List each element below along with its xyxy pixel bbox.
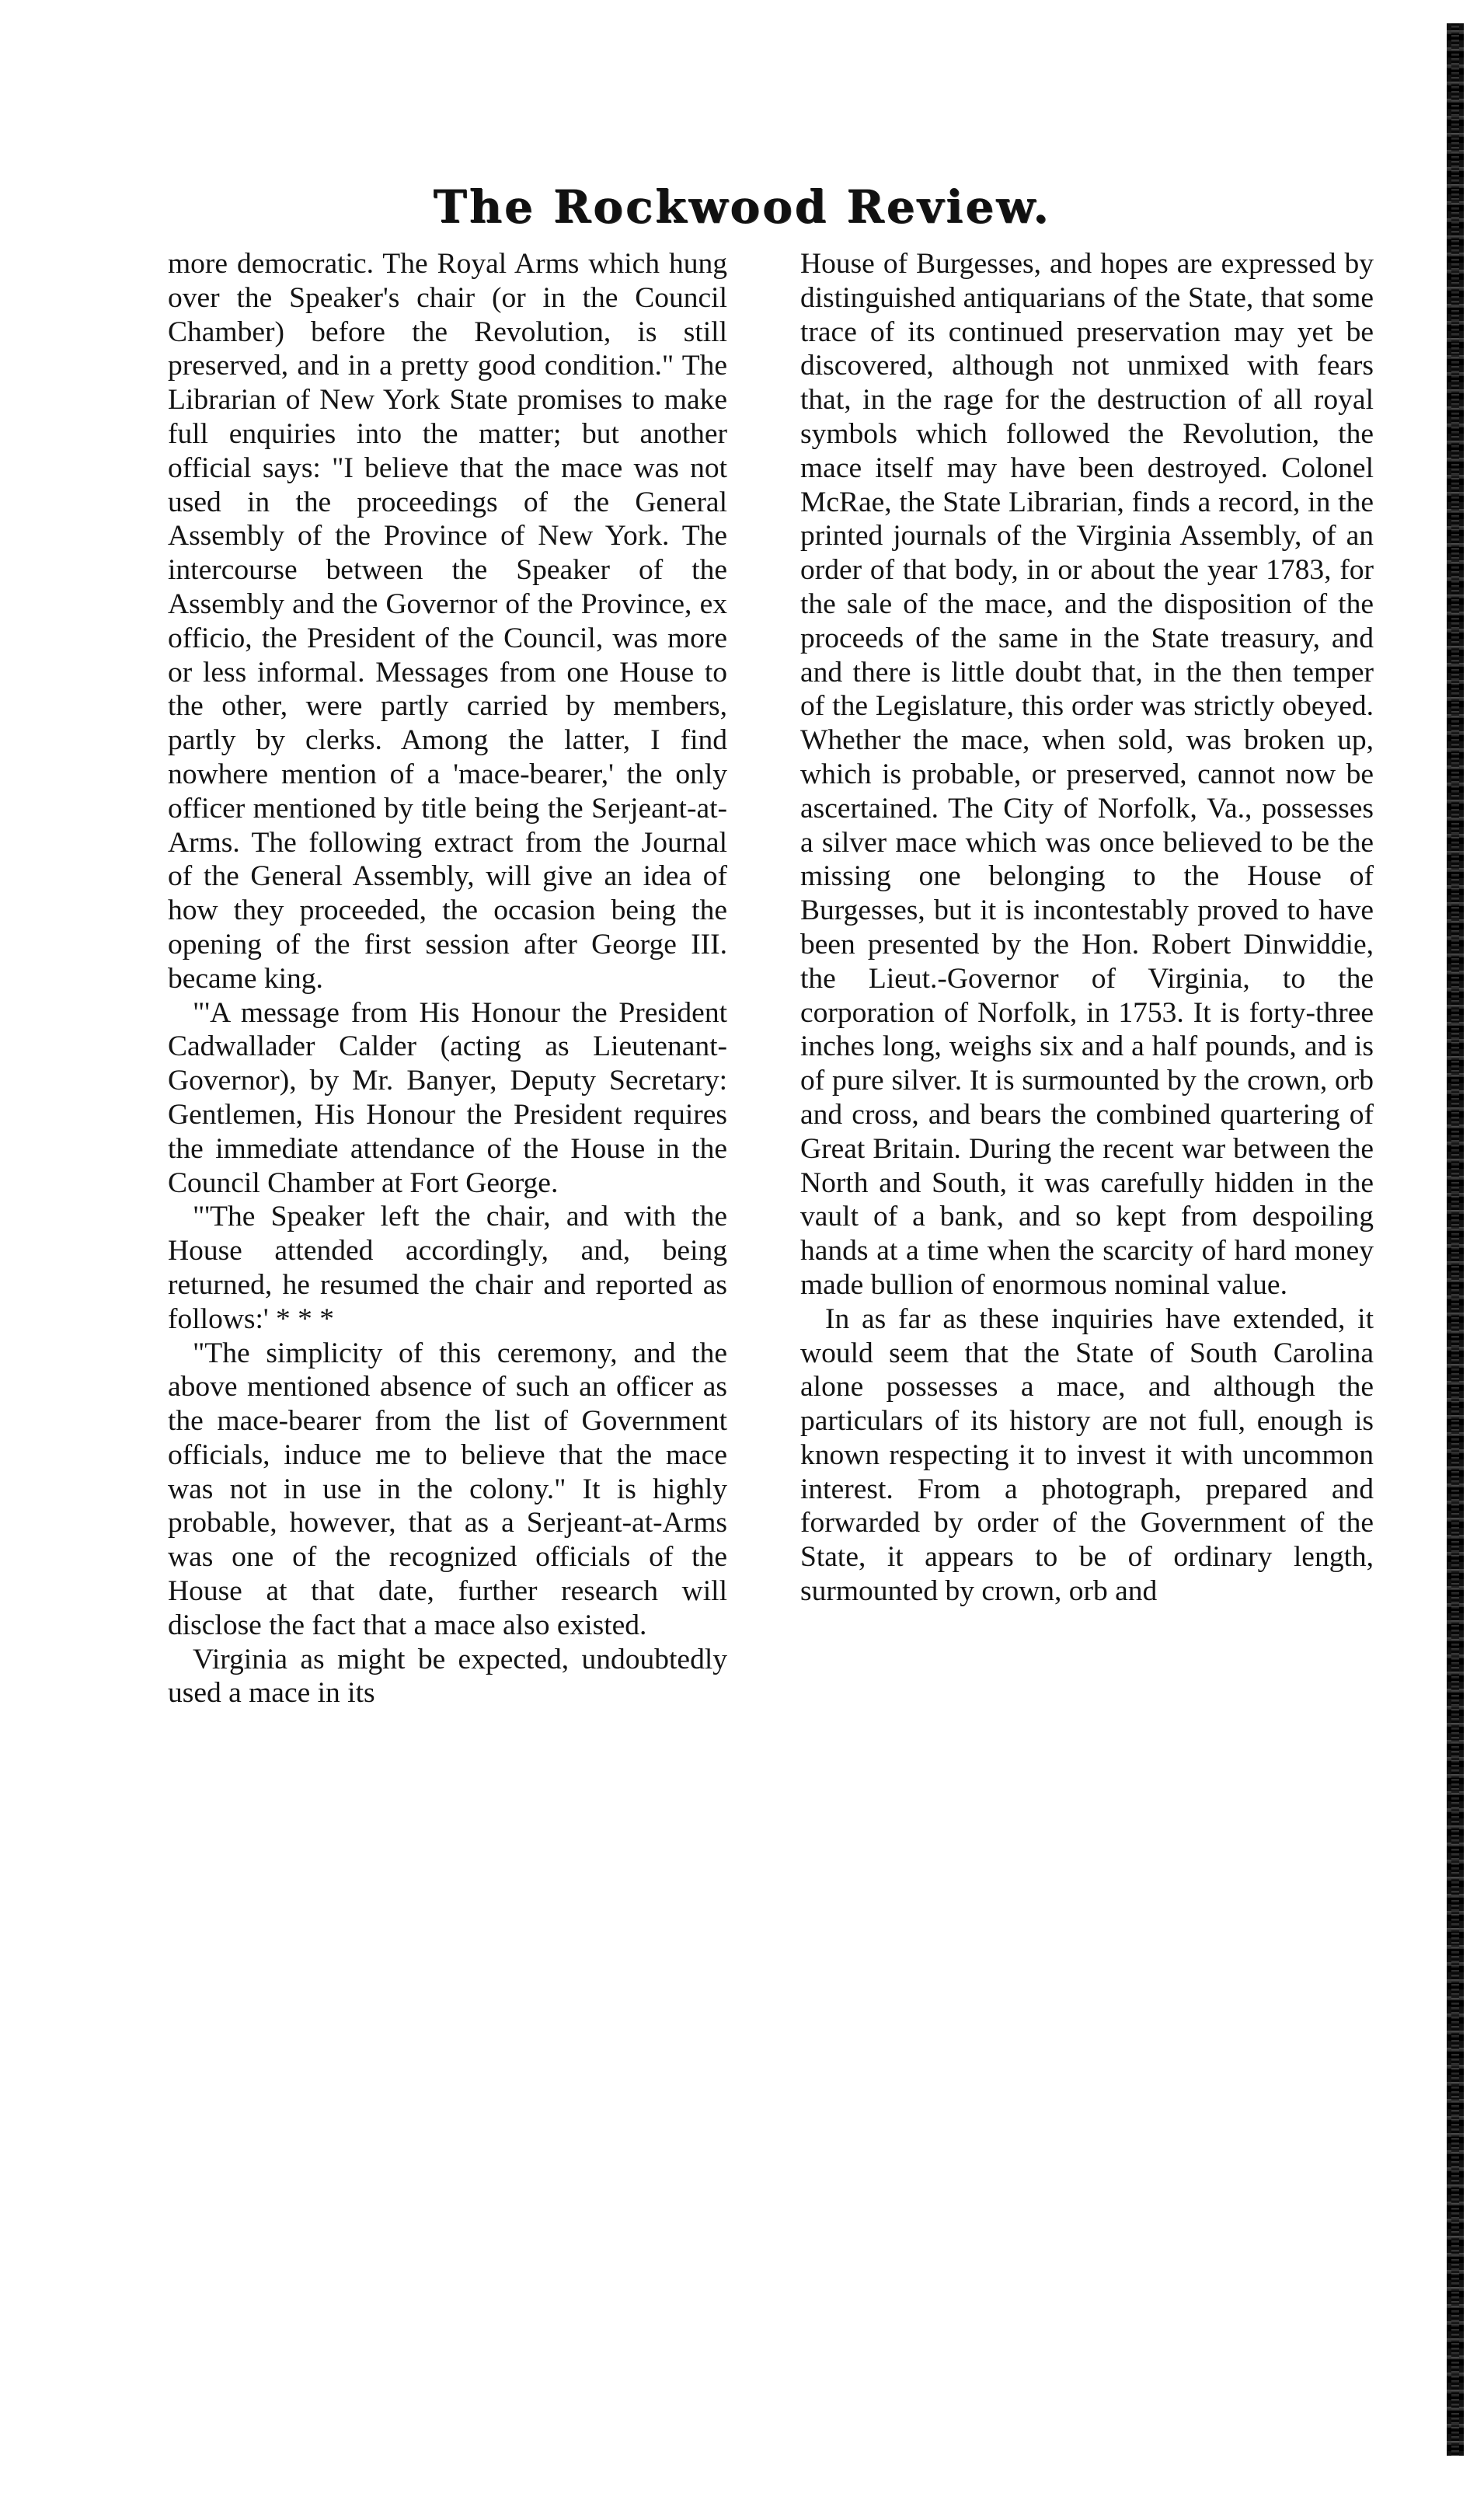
paragraph: "The simplicity of this ceremony, and the above mentioned absence of such an officer as the mace-bearer from the list of Government officials, induce me to believe that the mace was not in use in the colony." It is highly probable, however, that as a Serjeant-at-Arms was one of the recognized officials of the House at that date, further research will disclose the fact that a mace also existed. bbox=[168, 1337, 727, 1641]
paragraph: "'The Speaker left the chair, and with the House attended accordingly, and, being returned, he resumed the chair and reported as follows:' * * * bbox=[168, 1201, 727, 1335]
paragraph: Virginia as might be expected, undoubtedly used a mace in its bbox=[168, 1643, 727, 1710]
right-column bbox=[800, 247, 1374, 1609]
paragraph: "'A message from His Honour the President Cadwallader Calder (acting as Lieutenant-Governor), by Mr. Banyer, Deputy Secretary: Gentlemen, His Honour the President requires the immediate attendance of the House in the Council Chamber at Fort George. bbox=[168, 996, 727, 1199]
masthead-title: The Rockwood Review. bbox=[433, 180, 1051, 233]
paragraph: more democratic. The Royal Arms which hung over the Speaker's chair (or in the Council Chamber) before the Revolution, is still preserved, and in a pretty good condition." The Librarian of New York State promises to make full enquiries into the matter; but another official says: "I believe that the mace was not used in the proceedings of the General Assembly of the Province of New York. The intercourse between the Speaker of the Assembly and the Governor of the Province, ex officio, the President of the Council, was more or less informal. Messages from one House to the other, were partly carried by members, partly by clerks. Among the latter, I find nowhere mention of a 'mace-bearer,' the only officer mentioned by title being the Serjeant-at-Arms. The following extract from the Journal of the General Assembly, will give an idea of how they proceeded, the occasion being the opening of the first session after George III. became king. bbox=[168, 248, 727, 995]
binding-edge-texture bbox=[1451, 23, 1459, 2456]
paragraph: House of Burgesses, and hopes are expressed by distinguished antiquarians of the State, that some trace of its continued preservation may yet be discovered, although not unmixed with fears that, in the rage for the destruction of all royal symbols which followed the Revolution, the mace itself may have been destroyed. Colonel McRae, the State Librarian, finds a record, in the printed journals of the Virginia Assembly, of an order of that body, in or about the year 1783, for the sale of the mace, and the disposition of the proceeds of the same in the State treasury, and and there is little doubt that, in the then temper of the Legislature, this order was strictly obeyed. Whether the mace, when sold, was broken up, which is probable, or preserved, cannot now be ascertained. The City of Norfolk, Va., possesses a silver mace which was once believed to be the missing one belonging to the House of Burgesses, but it is incontestably proved to have been presented by the Hon. Robert Dinwiddie, the Lieut.-Governor of Virginia, to the corporation of Norfolk, in 1753. It is forty-three inches long, weighs six and a half pounds, and is of pure silver. It is surmounted by the crown, orb and cross, and bears the combined quartering of Great Britain. During the recent war between the North and South, it was carefully hidden in the vault of a bank, and so kept from despoiling hands at a time when the scarcity of hard money made bullion of enormous nominal value. bbox=[800, 248, 1374, 1301]
left-column bbox=[168, 247, 727, 1710]
paragraph: In as far as these inquiries have extended, it would seem that the State of South Carolina alone possesses a mace, and although the particulars of its history are not full, enough is known respecting it to invest it with uncommon interest. From a photograph, prepared and forwarded by order of the Government of the State, it appears to be of ordinary length, surmounted by crown, orb and bbox=[800, 1302, 1374, 1608]
